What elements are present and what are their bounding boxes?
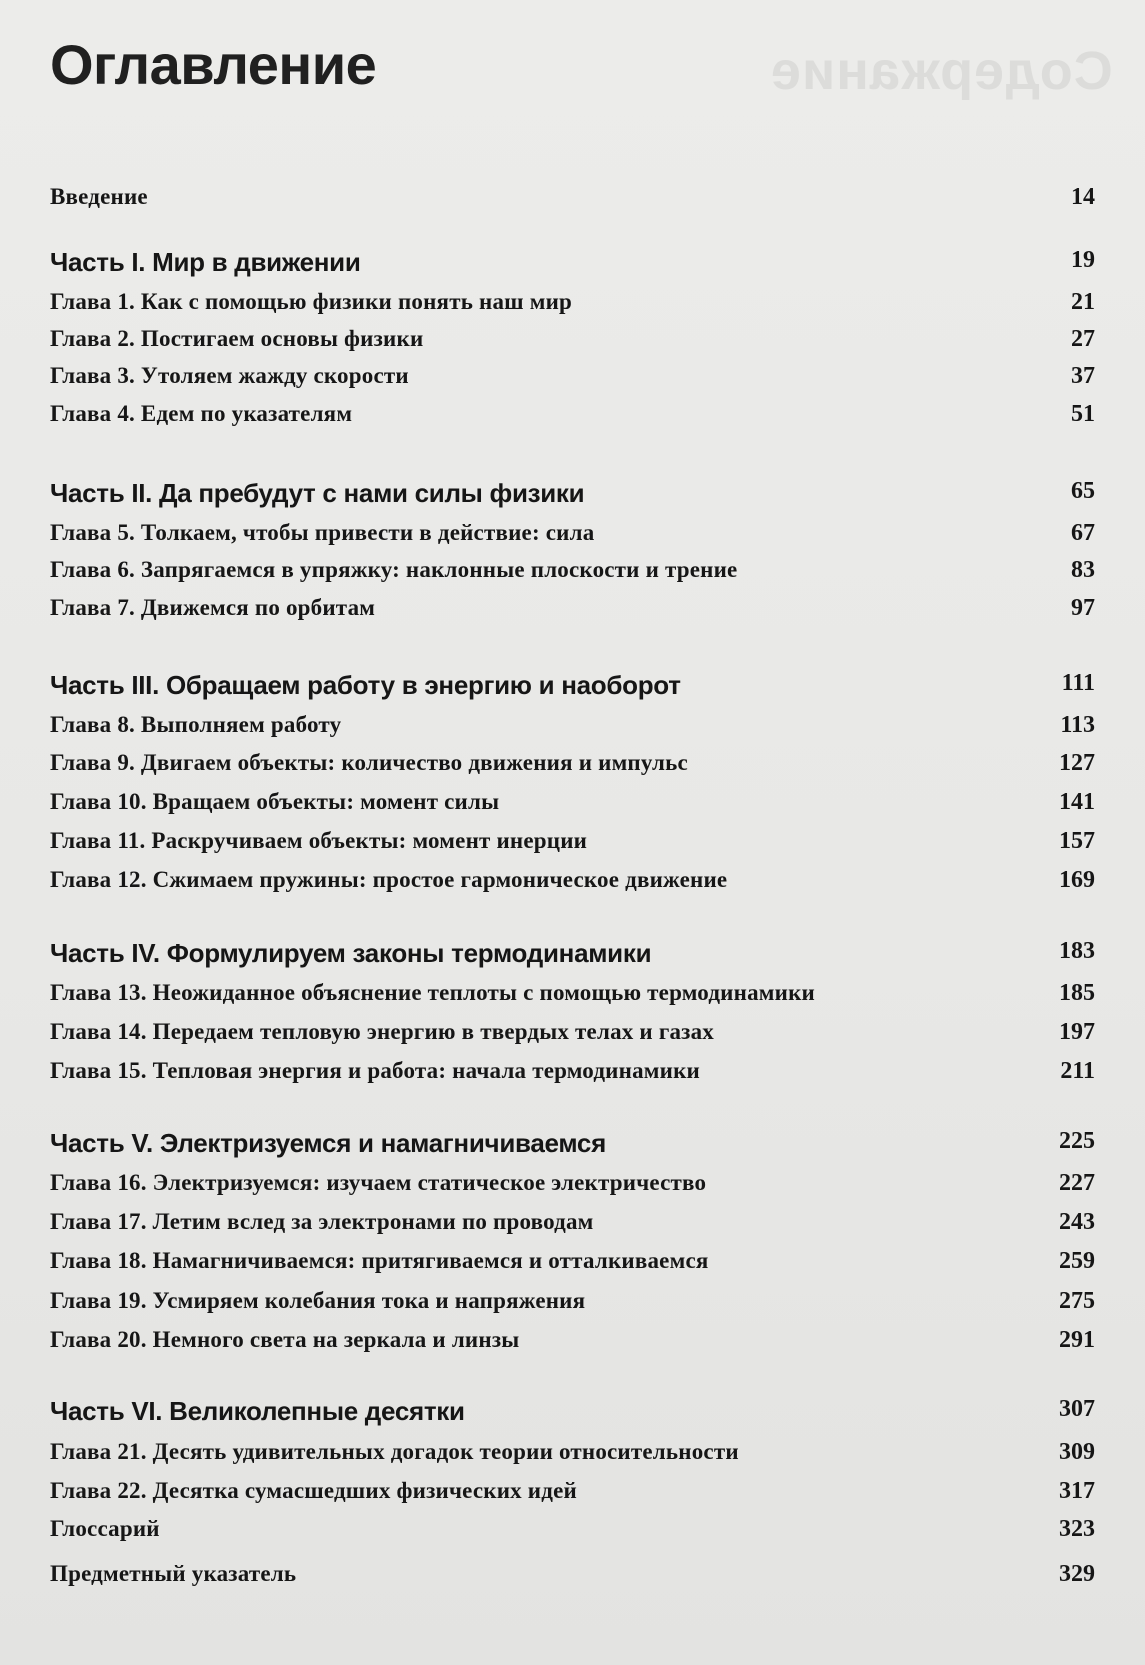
- toc-label: Глава 11. Раскручиваем объекты: момент инерции: [50, 828, 588, 853]
- toc-label: Глава 10. Вращаем объекты: момент силы: [50, 789, 500, 814]
- toc-page-number: 329: [1059, 1561, 1095, 1587]
- toc-chapter-9[interactable]: [50, 750, 1095, 790]
- toc-label: Глава 5. Толкаем, чтобы привести в действие: сила: [50, 520, 595, 545]
- toc-chapter-18[interactable]: [50, 1248, 1095, 1288]
- toc-chapter-12[interactable]: [50, 867, 1095, 907]
- toc-chapter-19[interactable]: [50, 1288, 1095, 1328]
- toc-page-number: 243: [1059, 1209, 1095, 1235]
- toc-page-number: 97: [1071, 595, 1095, 621]
- toc-page-number: 67: [1071, 520, 1095, 546]
- toc-page-number: 227: [1059, 1170, 1095, 1196]
- toc-label: Глава 15. Тепловая энергия и работа: начала термодинамики: [50, 1058, 701, 1083]
- toc-page-number: 27: [1071, 326, 1095, 352]
- toc-page-number: 225: [1059, 1128, 1095, 1154]
- toc-page-number: 14: [1071, 184, 1095, 210]
- toc-label: Глава 8. Выполняем работу: [50, 712, 342, 737]
- toc-page-number: 183: [1059, 938, 1095, 964]
- toc-label: Глава 3. Утоляем жажду скорости: [50, 363, 409, 388]
- toc-page-number: 111: [1061, 670, 1095, 696]
- toc-page-number: 291: [1059, 1327, 1095, 1353]
- toc-page-number: 275: [1059, 1288, 1095, 1314]
- toc-label: Глава 20. Немного света на зеркала и линзы: [50, 1327, 520, 1352]
- toc-label: Глава 18. Намагничиваемся: притягиваемся и отталкиваемся: [50, 1248, 709, 1273]
- toc-label: Глава 12. Сжимаем пружины: простое гармоническое движение: [50, 867, 728, 892]
- toc-page-number: 65: [1071, 478, 1095, 504]
- toc-label: Глоссарий: [50, 1516, 160, 1541]
- toc-label: Глава 2. Постигаем основы физики: [50, 326, 424, 351]
- toc-chapter-5[interactable]: [50, 520, 1095, 560]
- toc-entry-index[interactable]: [50, 1561, 1095, 1601]
- toc-label: Часть IV. Формулируем законы термодинамики: [50, 938, 652, 968]
- toc-label: Предметный указатель: [50, 1561, 297, 1586]
- toc-chapter-20[interactable]: [50, 1327, 1095, 1367]
- toc-page-number: 51: [1071, 401, 1095, 427]
- toc-label: Глава 16. Электризуемся: изучаем статическое электричество: [50, 1170, 707, 1195]
- toc-chapter-16[interactable]: [50, 1170, 1095, 1210]
- toc-label: Часть III. Обращаем работу в энергию и наоборот: [50, 670, 681, 700]
- toc-chapter-8[interactable]: [50, 712, 1095, 752]
- toc-chapter-3[interactable]: [50, 363, 1095, 403]
- toc-chapter-10[interactable]: [50, 789, 1095, 829]
- toc-part-5[interactable]: [50, 1128, 1095, 1168]
- toc-chapter-6[interactable]: [50, 557, 1095, 597]
- toc-page-number: 21: [1071, 289, 1095, 315]
- toc-page-number: 197: [1059, 1019, 1095, 1045]
- toc-label: Глава 22. Десятка сумасшедших физических идей: [50, 1478, 577, 1503]
- toc-label: Глава 14. Передаем тепловую энергию в твердых телах и газах: [50, 1019, 715, 1044]
- toc-page-number: 317: [1059, 1478, 1095, 1504]
- toc-chapter-22[interactable]: [50, 1478, 1095, 1518]
- toc-label: Глава 1. Как с помощью физики понять наш мир: [50, 289, 573, 314]
- page-title: Оглавление: [50, 33, 377, 96]
- toc-part-1[interactable]: [50, 247, 1095, 287]
- toc-page-number: 19: [1071, 247, 1095, 273]
- toc-part-4[interactable]: [50, 938, 1095, 978]
- toc-page-number: 141: [1059, 789, 1095, 815]
- toc-label: Глава 19. Усмиряем колебания тока и напряжения: [50, 1288, 586, 1313]
- toc-label: Часть I. Мир в движении: [50, 247, 361, 277]
- toc-label: Глава 6. Запрягаемся в упряжку: наклонные плоскости и трение: [50, 557, 738, 582]
- toc-page-number: 309: [1059, 1439, 1095, 1465]
- toc-chapter-15[interactable]: [50, 1058, 1095, 1098]
- toc-page-number: 113: [1060, 712, 1095, 738]
- toc-chapter-14[interactable]: [50, 1019, 1095, 1059]
- toc-page-number: 259: [1059, 1248, 1095, 1274]
- toc-chapter-13[interactable]: [50, 980, 1095, 1020]
- toc-label: Глава 9. Двигаем объекты: количество движения и импульс: [50, 750, 688, 775]
- toc-chapter-17[interactable]: [50, 1209, 1095, 1249]
- toc-label: Глава 7. Движемся по орбитам: [50, 595, 376, 620]
- toc-label: Часть VI. Великолепные десятки: [50, 1396, 465, 1426]
- toc-page-number: 211: [1060, 1058, 1095, 1084]
- toc-label: Часть V. Электризуемся и намагничиваемся: [50, 1128, 606, 1158]
- toc-label: Глава 17. Летим вслед за электронами по проводам: [50, 1209, 594, 1234]
- toc-chapter-1[interactable]: [50, 289, 1095, 329]
- toc-label: Глава 13. Неожиданное объяснение теплоты с помощью термодинамики: [50, 980, 815, 1005]
- toc-part-3[interactable]: [50, 670, 1095, 710]
- toc-label: Глава 4. Едем по указателям: [50, 401, 353, 426]
- toc-page-number: 83: [1071, 557, 1095, 583]
- toc-chapter-2[interactable]: [50, 326, 1095, 366]
- toc-page-number: 127: [1059, 750, 1095, 776]
- toc-label: Часть II. Да пребудут с нами силы физики: [50, 478, 585, 508]
- toc-label: Введение: [50, 184, 148, 209]
- toc-label: Глава 21. Десять удивительных догадок теории относительности: [50, 1439, 739, 1464]
- toc-page-number: 157: [1059, 828, 1095, 854]
- toc-chapter-11[interactable]: [50, 828, 1095, 868]
- toc-chapter-4[interactable]: [50, 401, 1095, 441]
- toc-page-number: 37: [1071, 363, 1095, 389]
- toc-entry-glossary[interactable]: [50, 1516, 1095, 1556]
- toc-chapter-7[interactable]: [50, 595, 1095, 635]
- toc-part-6[interactable]: [50, 1396, 1095, 1436]
- toc-page-number: 169: [1059, 867, 1095, 893]
- toc-part-2[interactable]: [50, 478, 1095, 518]
- bleed-through-title: Содержание: [770, 41, 1113, 101]
- toc-chapter-21[interactable]: [50, 1439, 1095, 1479]
- toc-page-number: 307: [1059, 1396, 1095, 1422]
- toc-entry-intro[interactable]: [50, 184, 1095, 224]
- toc-page-number: 185: [1059, 980, 1095, 1006]
- toc-page-number: 323: [1059, 1516, 1095, 1542]
